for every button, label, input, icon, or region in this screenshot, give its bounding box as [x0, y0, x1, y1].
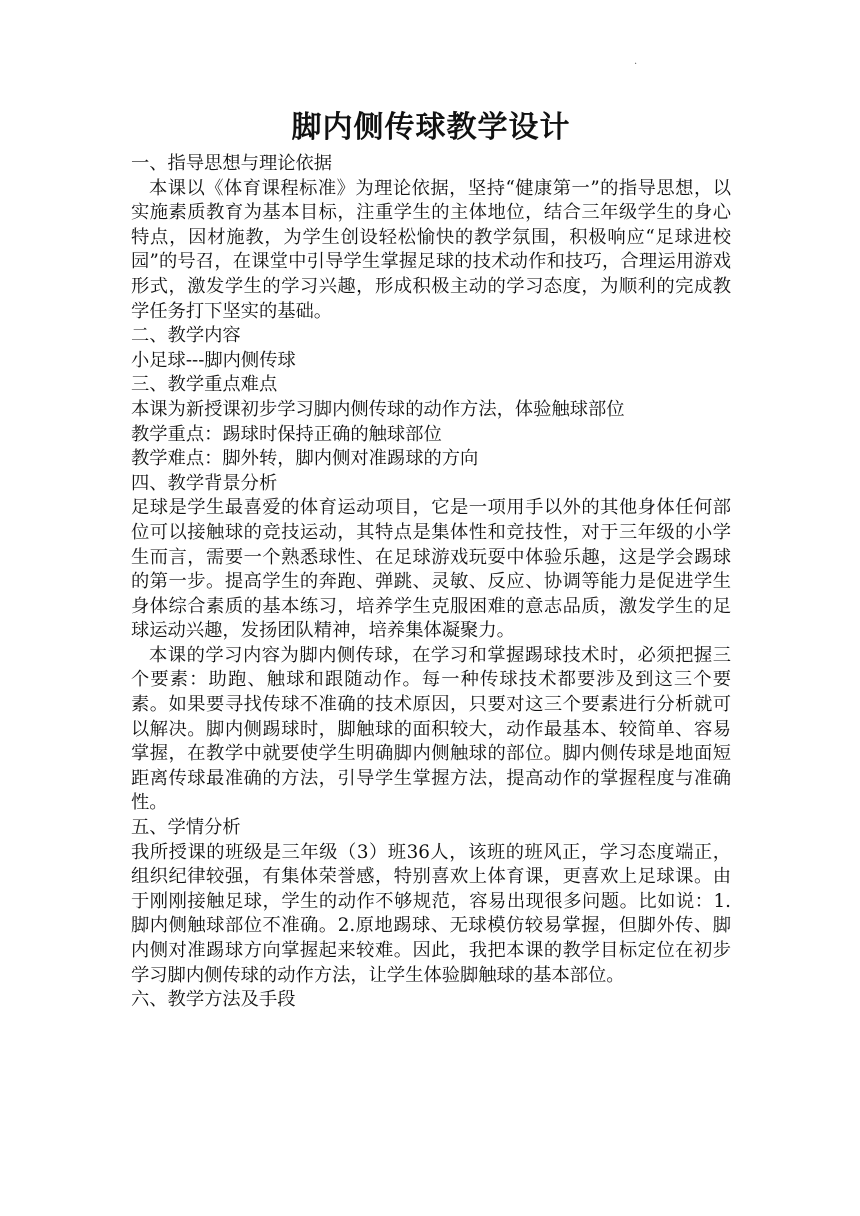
- corner-mark: .: [634, 56, 638, 67]
- section-teaching-methods: [131, 988, 731, 1013]
- section-heading: 五、学情分析: [131, 817, 241, 839]
- document-title: 脚内侧传球教学设计: [291, 110, 571, 145]
- section-paragraph: 本课的学习内容为脚内侧传球，在学习和掌握踢球技术时，必须把握三个要素：助跑、触球和跟随动作。每一种传球技术都要涉及到这三个要素。如果要寻找传球不准确的技术原因，只要对这三个要素进行分析就可以解决。脚内侧踢球时，脚触球的面积较大，动作最基本、较简单、容易掌握，在教学中就要使学生明确脚内侧触球的部位。脚内侧传球是地面短距离传球最准确的方法，引导学生掌握方法，提高动作的掌握程度与准确性。: [131, 644, 731, 814]
- section-paragraph: 足球是学生最喜爱的体育运动项目，它是一项用手以外的其他身体任何部位可以接触球的竞技运动，其特点是集体性和竞技性，对于三年级的小学生而言，需要一个熟悉球性、在足球游戏玩耍中体验乐趣，这是学会踢球的第一步。提高学生的奔跑、弹跳、灵敏、反应、协调等能力是促进学生身体综合素质的基本练习，培养学生克服困难的意志品质，激发学生的足球运动兴趣，发扬团队精神，培养集体凝聚力。: [131, 497, 731, 642]
- section-background-analysis: [131, 472, 731, 816]
- section-paragraph: 我所授课的班级是三年级（3）班36人，该班的班风正，学习态度端正，组织纪律较强，有集体荣誉感，特别喜欢上体育课，更喜欢上足球课。由于刚刚接触足球，学生的动作不够规范，容易出现很多问题。比如说：1.脚内侧触球部位不准确。2.原地踢球、无球模仿较易掌握，但脚外传、脚内侧对准踢球方向掌握起来较难。因此，我把本课的教学目标定位在初步学习脚内侧传球的动作方法，让学生体验脚触球的基本部位。: [131, 841, 731, 986]
- section-guiding-ideology: [131, 152, 731, 324]
- section-paragraph: 小足球---脚内侧传球: [131, 349, 296, 371]
- section-key-points: [131, 373, 731, 471]
- section-heading: 二、教学内容: [131, 325, 241, 347]
- section-heading: 三、教学重点难点: [131, 374, 278, 396]
- section-heading: 六、教学方法及手段: [131, 989, 296, 1011]
- section-heading: 四、教学背景分析: [131, 472, 278, 494]
- document-page: [131, 100, 731, 1013]
- section-teaching-content: [131, 324, 731, 373]
- section-paragraph: 本课以《体育课程标准》为理论依据，坚持“健康第一”的指导思想，以实施素质教育为基本目标，注重学生的主体地位，结合三年级学生的身心特点，因材施教，为学生创设轻松愉快的教学氛围，积极响应“足球进校园”的号召，在课堂中引导学生掌握足球的技术动作和技巧，合理运用游戏形式，激发学生的学习兴趣，形成积极主动的学习态度，为顺利的完成教学任务打下坚实的基础。: [131, 177, 731, 322]
- section-student-analysis: [131, 816, 731, 988]
- section-heading: 一、指导思想与理论依据: [131, 153, 333, 174]
- section-paragraph: 教学重点：踢球时保持正确的触球部位: [131, 423, 442, 445]
- section-paragraph: 本课为新授课初步学习脚内侧传球的动作方法，体验触球部位: [131, 398, 625, 420]
- section-paragraph: 教学难点：脚外转，脚内侧对准踢球的方向: [131, 448, 479, 470]
